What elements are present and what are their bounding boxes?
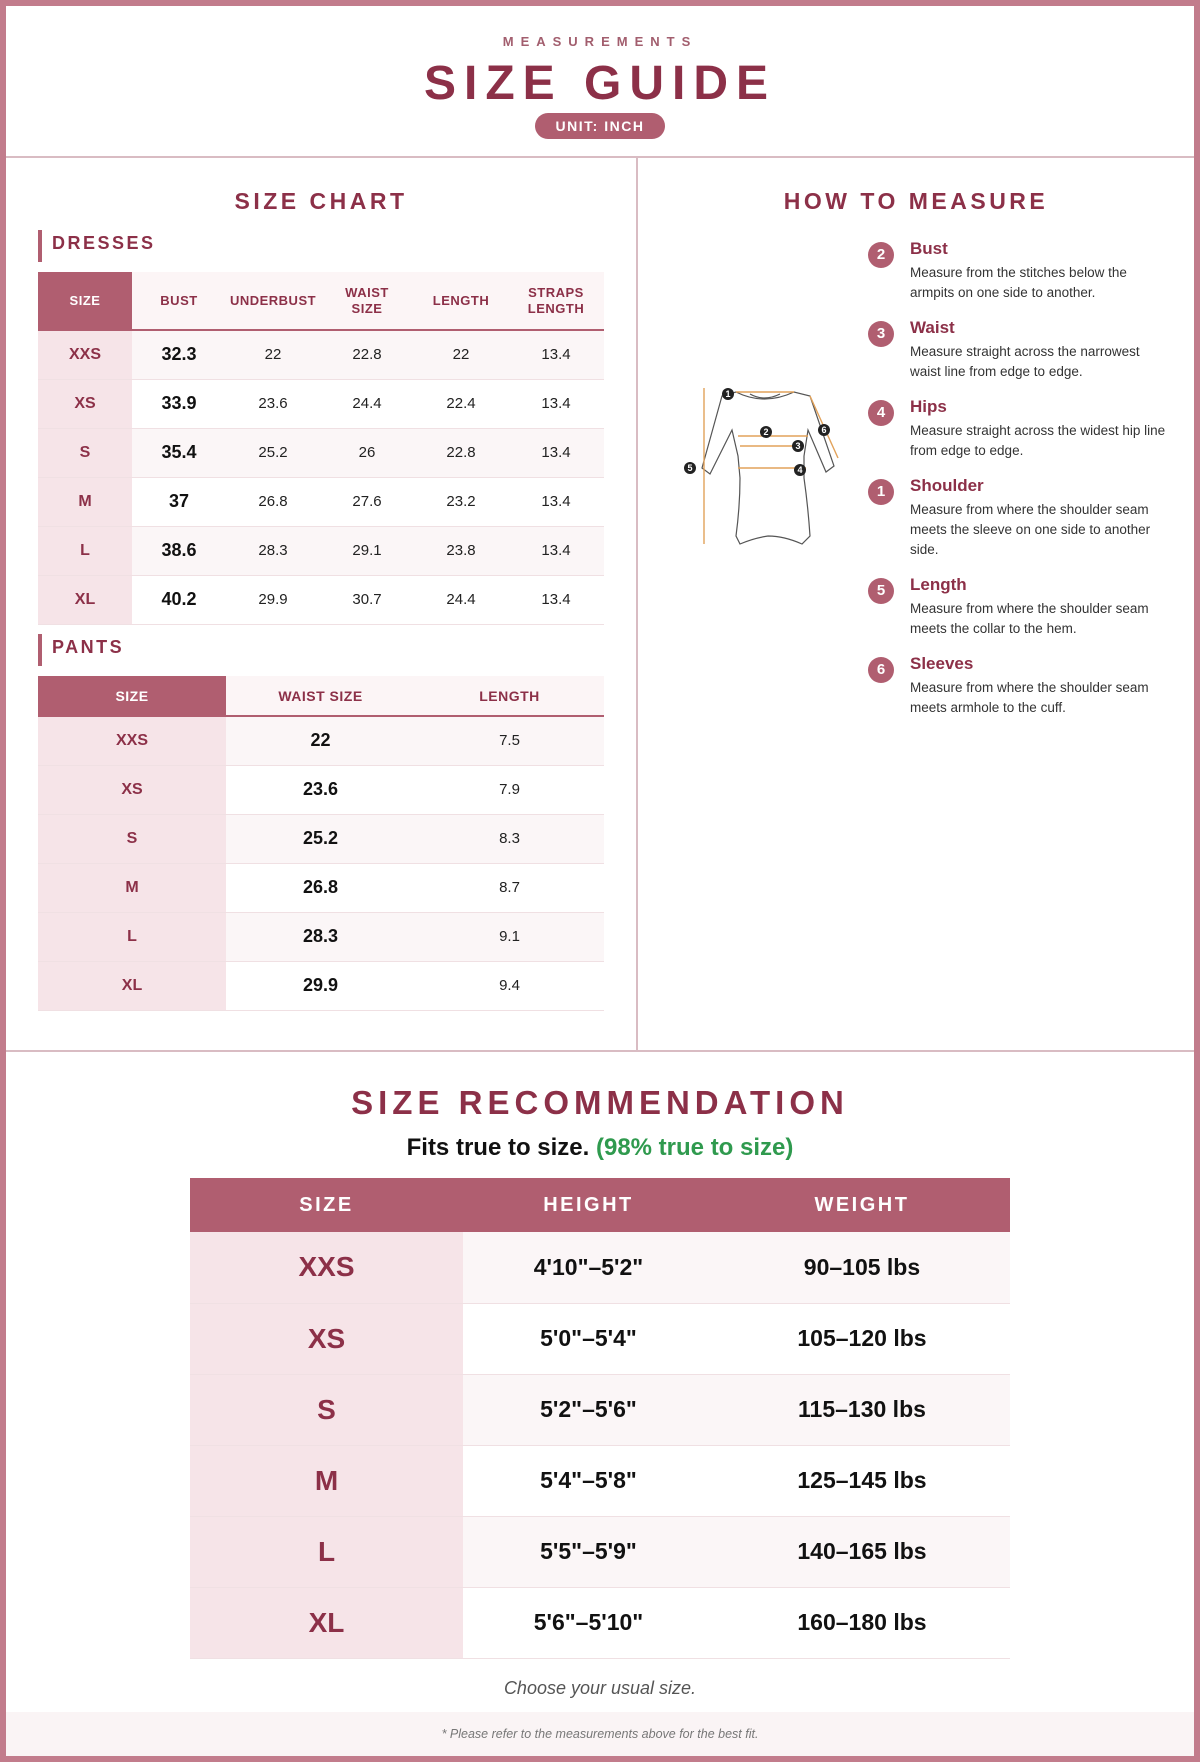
dresses-subtitle: DRESSES [38, 230, 156, 262]
value-cell: 28.3 [226, 526, 320, 575]
dresses-row [38, 428, 604, 477]
size-cell: XXS [38, 330, 132, 379]
value-cell: 9.4 [415, 961, 604, 1010]
value-cell: 26.8 [226, 477, 320, 526]
size-cell: XS [38, 765, 226, 814]
col-header-underbust: UNDERBUST [226, 272, 320, 330]
size-cell: XXS [190, 1232, 463, 1303]
pants-subtitle: PANTS [38, 634, 124, 666]
dresses-row [38, 526, 604, 575]
col-header-bust: BUST [132, 272, 226, 330]
value-cell: 24.4 [320, 379, 414, 428]
recommendation-row [190, 1232, 1010, 1303]
col-header-waist: WAIST SIZE [320, 272, 414, 330]
value-cell: 23.6 [226, 379, 320, 428]
pants-table [38, 676, 604, 1011]
col-header-height: HEIGHT [463, 1178, 714, 1232]
value-cell: 9.1 [415, 912, 604, 961]
value-cell: 38.6 [132, 526, 226, 575]
value-cell: 37 [132, 477, 226, 526]
dresses-header-row [38, 272, 604, 330]
value-cell: 27.6 [320, 477, 414, 526]
col-header-size: SIZE [38, 272, 132, 330]
value-cell: 8.3 [415, 814, 604, 863]
pants-row [38, 912, 604, 961]
value-cell: 13.4 [508, 575, 604, 624]
step-number-badge: 3 [868, 321, 894, 347]
how-to-measure-title: HOW TO MEASURE [783, 188, 1049, 214]
value-cell: 105–120 lbs [714, 1303, 1010, 1374]
value-cell: 5'5"–5'9" [463, 1516, 714, 1587]
value-cell: 8.7 [415, 863, 604, 912]
step-description: Measure from where the shoulder seam meets the sleeve on one side to another side. [910, 502, 1151, 557]
size-cell: XL [38, 575, 132, 624]
value-cell: 7.5 [415, 716, 604, 765]
marker-2: 2 [763, 427, 769, 437]
value-cell: 26.8 [226, 863, 415, 912]
col-header-straps: STRAPS LENGTH [508, 272, 604, 330]
step-title: Waist [910, 318, 955, 337]
step-description: Measure straight across the widest hip line from edge to edge. [910, 423, 1166, 458]
size-cell: XS [38, 379, 132, 428]
pants-row [38, 863, 604, 912]
value-cell: 5'6"–5'10" [463, 1587, 714, 1658]
step-title: Hips [910, 397, 947, 416]
value-cell: 24.4 [414, 575, 508, 624]
size-cell: L [190, 1516, 463, 1587]
size-cell: S [38, 814, 226, 863]
col-header-size: SIZE [190, 1178, 463, 1232]
page-title: SIZE GUIDE [423, 57, 777, 110]
recommendation-row [190, 1587, 1010, 1658]
step-number-badge: 1 [868, 479, 894, 505]
recommendation-row [190, 1516, 1010, 1587]
marker-5: 5 [687, 463, 693, 473]
size-cell: M [38, 477, 132, 526]
value-cell: 5'4"–5'8" [463, 1445, 714, 1516]
dresses-row [38, 477, 604, 526]
step-number-badge: 5 [868, 578, 894, 604]
value-cell: 29.9 [226, 961, 415, 1010]
value-cell: 22.8 [414, 428, 508, 477]
recommendation-title: SIZE RECOMMENDATION [351, 1084, 849, 1121]
size-cell: XS [190, 1303, 463, 1374]
value-cell: 160–180 lbs [714, 1587, 1010, 1658]
value-cell: 23.8 [414, 526, 508, 575]
value-cell: 5'0"–5'4" [463, 1303, 714, 1374]
marker-1: 1 [725, 389, 731, 399]
value-cell: 23.2 [414, 477, 508, 526]
value-cell: 22 [414, 330, 508, 379]
measure-step-shoulder [868, 475, 1168, 560]
value-cell: 32.3 [132, 330, 226, 379]
value-cell: 29.9 [226, 575, 320, 624]
value-cell: 25.2 [226, 428, 320, 477]
header [6, 6, 1194, 158]
measure-step-sleeves [868, 653, 1168, 718]
recommendation-row [190, 1374, 1010, 1445]
value-cell: 13.4 [508, 526, 604, 575]
col-header-length: LENGTH [415, 676, 604, 716]
value-cell: 23.6 [226, 765, 415, 814]
recommendation-table [190, 1178, 1010, 1659]
step-number-badge: 2 [868, 242, 894, 268]
size-cell: M [190, 1445, 463, 1516]
value-cell: 40.2 [132, 575, 226, 624]
header-kicker: MEASUREMENTS [502, 34, 698, 49]
size-cell: S [38, 428, 132, 477]
step-number-badge: 6 [868, 657, 894, 683]
step-description: Measure from the stitches below the armpits on one side to another. [910, 265, 1127, 300]
unit-badge: UNIT: INCH [535, 113, 665, 139]
step-title: Sleeves [910, 654, 974, 673]
col-header-waist: WAIST SIZE [226, 676, 415, 716]
fit-summary [6, 1134, 1194, 1162]
size-cell: XL [38, 961, 226, 1010]
value-cell: 22.8 [320, 330, 414, 379]
recommendation-row [190, 1445, 1010, 1516]
size-cell: XL [190, 1587, 463, 1658]
pants-row [38, 765, 604, 814]
size-cell: L [38, 526, 132, 575]
value-cell: 13.4 [508, 379, 604, 428]
pants-row [38, 716, 604, 765]
usual-size-note: Choose your usual size. [503, 1678, 697, 1698]
value-cell: 29.1 [320, 526, 414, 575]
col-header-length: LENGTH [414, 272, 508, 330]
step-description: Measure from where the shoulder seam meets the collar to the hem. [910, 601, 1149, 636]
measure-step-hips [868, 396, 1168, 461]
fit-percentage: (98% true to size) [595, 1134, 794, 1161]
value-cell: 22 [226, 716, 415, 765]
fit-text: Fits true to size. [406, 1134, 590, 1161]
col-header-weight: WEIGHT [714, 1178, 1010, 1232]
value-cell: 90–105 lbs [714, 1232, 1010, 1303]
step-title: Bust [910, 239, 948, 258]
marker-4: 4 [797, 465, 803, 475]
value-cell: 125–145 lbs [714, 1445, 1010, 1516]
column-divider [636, 158, 638, 1052]
value-cell: 25.2 [226, 814, 415, 863]
dresses-table [38, 272, 604, 625]
middle-section [6, 158, 1194, 1052]
dresses-row [38, 575, 604, 624]
measure-step-waist [868, 317, 1168, 382]
marker-6: 6 [821, 425, 827, 435]
value-cell: 22 [226, 330, 320, 379]
pants-header-row [38, 676, 604, 716]
footer-note: * Please refer to the measurements above for the best fit. [6, 1712, 1194, 1756]
step-description: Measure straight across the narrowest waist line from edge to edge. [910, 344, 1140, 379]
recommendation-header-row [190, 1178, 1010, 1232]
step-title: Length [910, 575, 967, 594]
pants-row [38, 961, 604, 1010]
value-cell: 26 [320, 428, 414, 477]
dress-diagram [684, 386, 844, 556]
dresses-row [38, 379, 604, 428]
value-cell: 30.7 [320, 575, 414, 624]
measure-step-bust [868, 238, 1168, 303]
value-cell: 7.9 [415, 765, 604, 814]
value-cell: 22.4 [414, 379, 508, 428]
value-cell: 33.9 [132, 379, 226, 428]
value-cell: 28.3 [226, 912, 415, 961]
size-cell: XXS [38, 716, 226, 765]
size-cell: M [38, 863, 226, 912]
col-header-size: SIZE [38, 676, 226, 716]
recommendation-row [190, 1303, 1010, 1374]
size-cell: L [38, 912, 226, 961]
size-chart-title: SIZE CHART [234, 188, 408, 214]
marker-3: 3 [795, 441, 801, 451]
value-cell: 5'2"–5'6" [463, 1374, 714, 1445]
measure-step-length [868, 574, 1168, 639]
value-cell: 13.4 [508, 330, 604, 379]
step-description: Measure from where the shoulder seam meets armhole to the cuff. [910, 680, 1149, 715]
value-cell: 140–165 lbs [714, 1516, 1010, 1587]
dresses-row [38, 330, 604, 379]
step-number-badge: 4 [868, 400, 894, 426]
pants-row [38, 814, 604, 863]
step-title: Shoulder [910, 476, 984, 495]
value-cell: 13.4 [508, 428, 604, 477]
size-cell: S [190, 1374, 463, 1445]
value-cell: 115–130 lbs [714, 1374, 1010, 1445]
measure-steps [868, 238, 1168, 732]
value-cell: 4'10"–5'2" [463, 1232, 714, 1303]
value-cell: 35.4 [132, 428, 226, 477]
value-cell: 13.4 [508, 477, 604, 526]
